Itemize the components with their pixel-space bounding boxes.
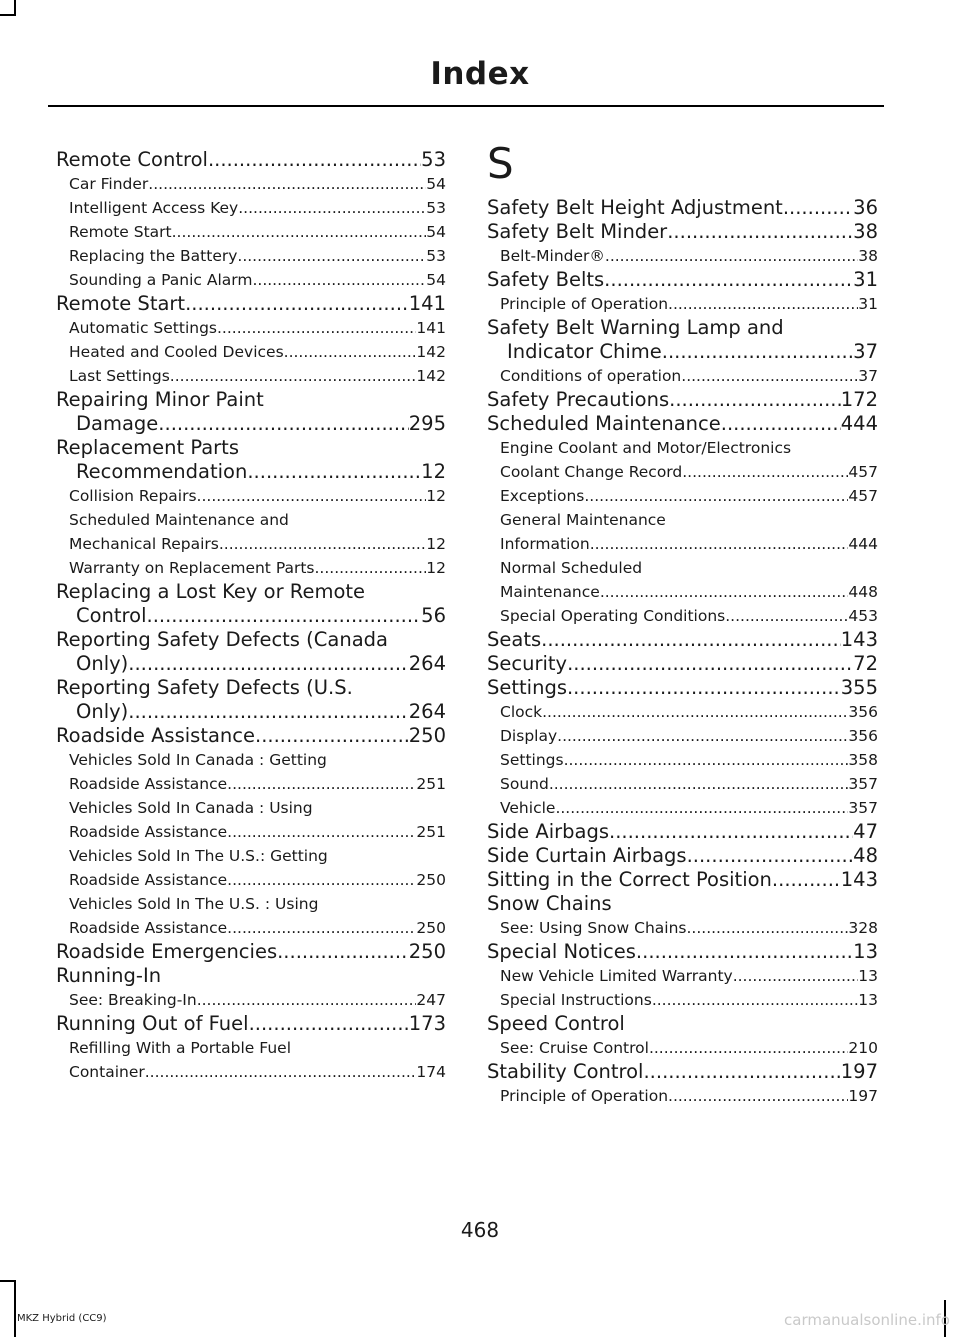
- index-subentry: [487, 700, 878, 724]
- leader-dots: [567, 652, 853, 676]
- entry-label: Information: [500, 535, 590, 553]
- entry-page-number: 36: [853, 196, 878, 219]
- entry-label: Remote Control: [56, 148, 208, 171]
- entry-page-number: 444: [840, 412, 878, 435]
- leader-dots: [667, 220, 853, 244]
- entry-label: Special Instructions: [500, 991, 652, 1009]
- index-subentry: [487, 748, 878, 772]
- leader-dots: [128, 700, 408, 724]
- entry-page-number: 12: [426, 535, 446, 553]
- index-entry: [487, 652, 878, 676]
- entry-label: Intelligent Access Key: [69, 199, 239, 217]
- index-entry: [56, 580, 446, 628]
- index-entry: [56, 724, 446, 748]
- leader-dots: [668, 1084, 848, 1108]
- entry-page-number: 54: [426, 271, 446, 289]
- leader-dots: [687, 844, 854, 868]
- entry-label: Safety Belt Height Adjustment: [487, 196, 783, 219]
- leader-dots: [555, 796, 848, 820]
- index-subentry: [487, 964, 878, 988]
- entry-page-number: 250: [408, 724, 446, 747]
- leader-dots: [148, 172, 426, 196]
- entry-page-number: 251: [416, 775, 446, 793]
- index-subentry: [56, 316, 446, 340]
- entry-label: Replacement Parts: [56, 436, 239, 459]
- entry-page-number: 453: [848, 607, 878, 625]
- index-entry: [487, 628, 878, 652]
- entry-label: Reporting Safety Defects (U.S.: [56, 676, 353, 699]
- index-subentry: [487, 988, 878, 1012]
- index-entry: [56, 292, 446, 316]
- entry-page-number: 210: [848, 1039, 878, 1057]
- index-entry: [487, 868, 878, 892]
- entry-label: Exceptions: [500, 487, 585, 505]
- entry-page-number: 142: [416, 367, 446, 385]
- index-subentry: [56, 364, 446, 388]
- index-subentry: [56, 556, 446, 580]
- entry-page-number: 12: [421, 460, 446, 483]
- index-entry: [56, 1012, 446, 1036]
- leader-dots: [600, 580, 849, 604]
- index-subentry: [56, 796, 446, 844]
- entry-page-number: 13: [858, 967, 878, 985]
- entry-label: Snow Chains: [487, 892, 612, 915]
- entry-page-number: 197: [848, 1087, 878, 1105]
- index-subentry: [56, 988, 446, 1012]
- entry-label: Vehicles Sold In The U.S.: Getting: [69, 847, 328, 865]
- entry-page-number: 38: [858, 247, 878, 265]
- index-entry: [487, 892, 878, 916]
- leader-dots: [208, 148, 421, 172]
- entry-page-number: 56: [421, 604, 446, 627]
- entry-label: Vehicle: [500, 799, 556, 817]
- entry-label: Vehicles Sold In Canada : Getting: [69, 751, 327, 769]
- entry-label: Safety Belt Warning Lamp and: [487, 316, 784, 339]
- leader-dots: [227, 916, 416, 940]
- leader-dots: [147, 604, 422, 628]
- leader-dots: [682, 460, 848, 484]
- entry-label: Only): [76, 652, 129, 675]
- index-subentry: [56, 748, 446, 796]
- leader-dots: [590, 532, 849, 556]
- entry-label: Settings: [487, 676, 567, 699]
- leader-dots: [649, 1036, 848, 1060]
- leader-dots: [609, 820, 853, 844]
- page-number: 468: [460, 1218, 500, 1242]
- index-subentry: [487, 244, 878, 268]
- index-subentry: [56, 844, 446, 892]
- entry-page-number: 457: [848, 487, 878, 505]
- entry-label: Automatic Settings: [69, 319, 217, 337]
- leader-dots: [252, 268, 426, 292]
- watermark: carmanualsonline.info: [784, 1311, 950, 1329]
- leader-dots: [541, 628, 841, 652]
- entry-label: Remote Start: [69, 223, 172, 241]
- leader-dots: [733, 964, 859, 988]
- entry-label: Running-In: [56, 964, 162, 987]
- index-entry: [487, 412, 878, 436]
- entry-page-number: 13: [853, 940, 878, 963]
- entry-label: Safety Belts: [487, 268, 605, 291]
- index-entry: [56, 388, 446, 436]
- leader-dots: [145, 1060, 417, 1084]
- index-entry: [56, 628, 446, 676]
- entry-page-number: 264: [408, 652, 446, 675]
- entry-page-number: 72: [853, 652, 878, 675]
- header-rule: [48, 105, 884, 107]
- entry-label: Roadside Emergencies: [56, 940, 278, 963]
- index-subentry: [487, 1084, 878, 1108]
- index-entries-right: [487, 196, 878, 1108]
- entry-page-number: 174: [416, 1063, 446, 1081]
- index-subentry: [56, 340, 446, 364]
- index-column-left: [56, 148, 446, 1084]
- entry-page-number: 448: [848, 583, 878, 601]
- entry-page-number: 264: [408, 700, 446, 723]
- leader-dots: [158, 412, 408, 436]
- leader-dots: [721, 412, 841, 436]
- index-entry: [487, 268, 878, 292]
- leader-dots: [604, 268, 853, 292]
- index-subentry: [487, 772, 878, 796]
- entry-label: Roadside Assistance: [56, 724, 255, 747]
- entry-label: Sitting in the Correct Position: [487, 868, 772, 891]
- entry-page-number: 251: [416, 823, 446, 841]
- entry-label: Belt-Minder®: [500, 247, 605, 265]
- leader-dots: [227, 820, 416, 844]
- entry-page-number: 250: [416, 919, 446, 937]
- index-entry: [56, 148, 446, 172]
- index-subentry: [56, 508, 446, 556]
- entry-label: Running Out of Fuel: [56, 1012, 249, 1035]
- leader-dots: [315, 556, 427, 580]
- entry-label: Display: [500, 727, 558, 745]
- leader-dots: [542, 700, 848, 724]
- leader-dots: [681, 364, 858, 388]
- leader-dots: [170, 364, 417, 388]
- index-subentry: [487, 604, 878, 628]
- leader-dots: [567, 676, 841, 700]
- entry-label: Recommendation: [76, 460, 248, 483]
- section-letter: S: [487, 139, 514, 188]
- leader-dots: [284, 340, 417, 364]
- entry-label: Mechanical Repairs: [69, 535, 219, 553]
- leader-dots: [185, 292, 409, 316]
- leader-dots: [227, 868, 416, 892]
- entry-page-number: 37: [858, 367, 878, 385]
- index-subentry: [56, 244, 446, 268]
- index-subentry: [487, 916, 878, 940]
- entry-page-number: 37: [853, 340, 878, 363]
- crop-mark-top-left-h: [0, 14, 16, 16]
- index-entry: [487, 316, 878, 364]
- entry-page-number: 173: [408, 1012, 446, 1035]
- index-subentry: [487, 508, 878, 556]
- leader-dots: [584, 484, 848, 508]
- entry-label: Safety Precautions: [487, 388, 670, 411]
- leader-dots: [557, 724, 848, 748]
- crop-mark-bottom-left: [14, 1280, 16, 1337]
- entry-label: Indicator Chime: [507, 340, 662, 363]
- entry-page-number: 53: [426, 199, 446, 217]
- leader-dots: [227, 772, 416, 796]
- entry-label: Security: [487, 652, 568, 675]
- entry-label: Side Airbags: [487, 820, 610, 843]
- entry-label: Car Finder: [69, 175, 149, 193]
- leader-dots: [217, 316, 416, 340]
- entry-label: Refilling With a Portable Fuel: [69, 1039, 291, 1057]
- entry-page-number: 355: [840, 676, 878, 699]
- entry-page-number: 295: [408, 412, 446, 435]
- index-subentry: [487, 436, 878, 484]
- entry-label: General Maintenance: [500, 511, 666, 529]
- entry-page-number: 457: [848, 463, 878, 481]
- entry-label: Scheduled Maintenance: [487, 412, 721, 435]
- index-entry: [487, 220, 878, 244]
- entry-label: See: Cruise Control: [500, 1039, 649, 1057]
- entry-label: Scheduled Maintenance and: [69, 511, 289, 529]
- entry-label: Special Operating Conditions: [500, 607, 726, 625]
- entry-label: Clock: [500, 703, 543, 721]
- entry-label: Engine Coolant and Motor/Electronics: [500, 439, 792, 457]
- entry-label: Damage: [76, 412, 159, 435]
- entry-label: Speed Control: [487, 1012, 625, 1035]
- index-subentry: [56, 484, 446, 508]
- index-entry: [56, 940, 446, 964]
- entry-page-number: 143: [840, 868, 878, 891]
- entry-page-number: 358: [848, 751, 878, 769]
- entry-label: Replacing the Battery: [69, 247, 238, 265]
- leader-dots: [636, 940, 853, 964]
- index-entry: [56, 964, 446, 988]
- entry-page-number: 444: [848, 535, 878, 553]
- index-entry: [487, 940, 878, 964]
- entry-page-number: 53: [421, 148, 446, 171]
- entry-label: Principle of Operation: [500, 295, 669, 313]
- leader-dots: [783, 196, 853, 220]
- entry-label: Principle of Operation: [500, 1087, 669, 1105]
- entry-page-number: 54: [426, 223, 446, 241]
- entry-page-number: 13: [858, 991, 878, 1009]
- index-subentry: [56, 172, 446, 196]
- entry-label: See: Breaking-In: [69, 991, 197, 1009]
- index-subentry: [487, 556, 878, 604]
- entry-page-number: 328: [848, 919, 878, 937]
- entry-page-number: 247: [416, 991, 446, 1009]
- index-column-right: [487, 139, 878, 1108]
- leader-dots: [172, 220, 427, 244]
- entry-page-number: 12: [426, 559, 446, 577]
- entry-label: Only): [76, 700, 129, 723]
- leader-dots: [237, 244, 426, 268]
- entry-label: Seats: [487, 628, 542, 651]
- leader-dots: [219, 532, 426, 556]
- entry-label: Warranty on Replacement Parts: [69, 559, 315, 577]
- entry-label: Special Notices: [487, 940, 636, 963]
- entry-page-number: 141: [408, 292, 446, 315]
- entry-label: Roadside Assistance: [69, 775, 228, 793]
- entry-label: Normal Scheduled: [500, 559, 643, 577]
- entry-label: See: Using Snow Chains: [500, 919, 687, 937]
- entry-page-number: 357: [848, 775, 878, 793]
- leader-dots: [128, 652, 408, 676]
- leader-dots: [686, 916, 848, 940]
- entry-page-number: 31: [853, 268, 878, 291]
- entry-page-number: 172: [840, 388, 878, 411]
- entry-page-number: 53: [426, 247, 446, 265]
- leader-dots: [249, 1012, 409, 1036]
- entry-page-number: 197: [840, 1060, 878, 1083]
- index-entry: [56, 436, 446, 484]
- leader-dots: [643, 1060, 840, 1084]
- leader-dots: [662, 340, 853, 364]
- index-subentry: [487, 364, 878, 388]
- leader-dots: [605, 244, 858, 268]
- entry-label: Remote Start: [56, 292, 186, 315]
- entry-label: Last Settings: [69, 367, 170, 385]
- index-subentry: [56, 268, 446, 292]
- leader-dots: [255, 724, 409, 748]
- entry-label: Replacing a Lost Key or Remote: [56, 580, 366, 603]
- entry-label: Safety Belt Minder: [487, 220, 668, 243]
- entry-page-number: 47: [853, 820, 878, 843]
- crop-mark-bottom-left-h: [0, 1280, 16, 1282]
- index-entry: [56, 676, 446, 724]
- index-subentry: [487, 724, 878, 748]
- index-subentry: [487, 796, 878, 820]
- entry-page-number: 143: [840, 628, 878, 651]
- index-subentry: [487, 1036, 878, 1060]
- index-subentry: [56, 220, 446, 244]
- entry-label: Reporting Safety Defects (Canada: [56, 628, 388, 651]
- entry-page-number: 250: [408, 940, 446, 963]
- index-entry: [487, 676, 878, 700]
- entry-label: Vehicles Sold In Canada : Using: [69, 799, 313, 817]
- index-entry: [487, 1060, 878, 1084]
- leader-dots: [725, 604, 848, 628]
- entry-page-number: 12: [426, 487, 446, 505]
- entry-page-number: 141: [416, 319, 446, 337]
- leader-dots: [668, 292, 858, 316]
- entry-label: Sound: [500, 775, 549, 793]
- entry-page-number: 142: [416, 343, 446, 361]
- index-subentry: [56, 892, 446, 940]
- leader-dots: [197, 988, 417, 1012]
- entry-page-number: 31: [858, 295, 878, 313]
- entry-label: Heated and Cooled Devices: [69, 343, 284, 361]
- entry-label: New Vehicle Limited Warranty: [500, 967, 733, 985]
- leader-dots: [549, 772, 849, 796]
- entry-label: Sounding a Panic Alarm: [69, 271, 253, 289]
- index-subentry: [487, 292, 878, 316]
- leader-dots: [197, 484, 427, 508]
- document-code: MKZ Hybrid (CC9): [17, 1313, 107, 1324]
- entry-label: Coolant Change Record: [500, 463, 683, 481]
- entry-label: Settings: [500, 751, 564, 769]
- index-entry: [487, 844, 878, 868]
- entry-page-number: 48: [853, 844, 878, 867]
- page-title: Index: [430, 56, 530, 92]
- entry-page-number: 54: [426, 175, 446, 193]
- entry-label: Vehicles Sold In The U.S. : Using: [69, 895, 319, 913]
- leader-dots: [564, 748, 849, 772]
- entry-label: Control: [76, 604, 147, 627]
- entry-label: Stability Control: [487, 1060, 644, 1083]
- entry-label: Side Curtain Airbags: [487, 844, 687, 867]
- index-entry: [487, 388, 878, 412]
- index-subentry: [56, 196, 446, 220]
- index-entry: [487, 1012, 878, 1036]
- entry-label: Roadside Assistance: [69, 871, 228, 889]
- leader-dots: [277, 940, 409, 964]
- entry-page-number: 356: [848, 727, 878, 745]
- leader-dots: [652, 988, 858, 1012]
- entry-label: Collision Repairs: [69, 487, 197, 505]
- entry-label: Maintenance: [500, 583, 600, 601]
- index-subentry: [56, 1036, 446, 1084]
- index-subentry: [487, 484, 878, 508]
- entry-label: Conditions of operation: [500, 367, 682, 385]
- entry-page-number: 250: [416, 871, 446, 889]
- entry-label: Roadside Assistance: [69, 823, 228, 841]
- leader-dots: [772, 868, 841, 892]
- leader-dots: [669, 388, 841, 412]
- entry-page-number: 356: [848, 703, 878, 721]
- entry-label: Container: [69, 1063, 145, 1081]
- entry-label: Roadside Assistance: [69, 919, 228, 937]
- entry-label: Repairing Minor Paint: [56, 388, 264, 411]
- leader-dots: [238, 196, 426, 220]
- entry-page-number: 38: [853, 220, 878, 243]
- index-entry: [487, 196, 878, 220]
- entry-page-number: 357: [848, 799, 878, 817]
- leader-dots: [247, 460, 421, 484]
- index-entry: [487, 820, 878, 844]
